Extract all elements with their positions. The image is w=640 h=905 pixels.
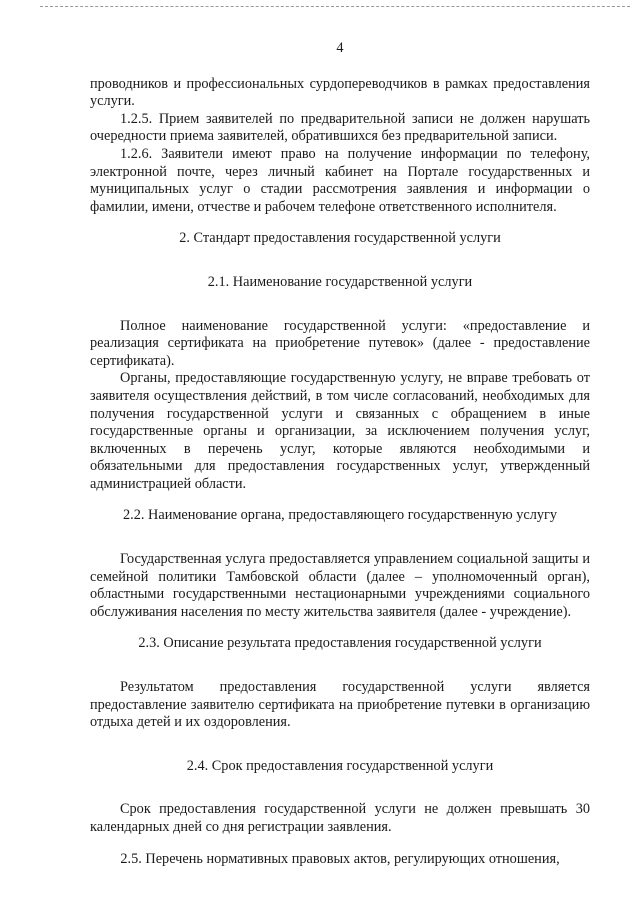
subsection-heading-2-4: 2.4. Срок предоставления государственной услуги [186, 757, 494, 774]
paragraph-result: Результатом предоставления государственной услуги является предоставление заявителю сертификата на приобретение путевки в организацию отдыха детей и их оздоровления. [90, 679, 590, 731]
section-heading-2: 2. Стандарт предоставления государственной услуги [179, 230, 501, 247]
scan-edge-line [40, 6, 630, 7]
page-number: 4 [336, 40, 344, 56]
document-page [90, 40, 590, 868]
paragraph-1-2-5: 1.2.5. Прием заявителей по предварительной записи не должен нарушать очередности приема заявителей, обратившихся без предварительной записи. [90, 110, 590, 145]
paragraph-full-name: Полное наименование государственной услуги: «предоставление и реализация сертификата на приобретение путевок» (далее - предоставление сертификата). [90, 317, 590, 369]
paragraph-organs: Органы, предоставляющие государственную услугу, не вправе требовать от заявителя осуществления действий, в том числе согласований, необходимых для получения государственной услуги и связанных с обращением в иные государственные органы и организации, за исключением получения услуг, включенных в перечень услуг, которые являются необходимыми и обязательными для предоставления государственных услуг, утвержденный администрацией области. [90, 370, 590, 492]
subsection-heading-2-2: 2.2. Наименование органа, предоставляющего государственную услугу [123, 507, 557, 524]
subsection-heading-2-1: 2.1. Наименование государственной услуги [207, 273, 473, 290]
paragraph-term: Срок предоставления государственной услуги не должен превышать 30 календарных дней со дня регистрации заявления. [90, 801, 590, 835]
subsection-heading-2-3: 2.3. Описание результата предоставления государственной услуги [138, 635, 542, 652]
paragraph-1-2-6: 1.2.6. Заявители имеют право на получение информации по телефону, электронной почте, через личный кабинет на Портале государственных и муниципальных услуг о стадии рассмотрения заявления и информации о фамилии, имени, отчестве и рабочем телефоне ответственного исполнителя. [90, 145, 590, 215]
paragraph-provider: Государственная услуга предоставляется управлением социальной защиты и семейной политики Тамбовской области (далее – уполномоченный орган), областными государственными нестационарными учреждениями социального обслуживания населения по месту жительства заявителя (далее - учреждение). [90, 551, 590, 620]
paragraph-interpreters: проводников и профессиональных сурдопереводчиков в рамках предоставления услуги. [90, 75, 590, 110]
subsection-heading-2-5: 2.5. Перечень нормативных правовых актов, регулирующих отношения, [120, 850, 560, 867]
